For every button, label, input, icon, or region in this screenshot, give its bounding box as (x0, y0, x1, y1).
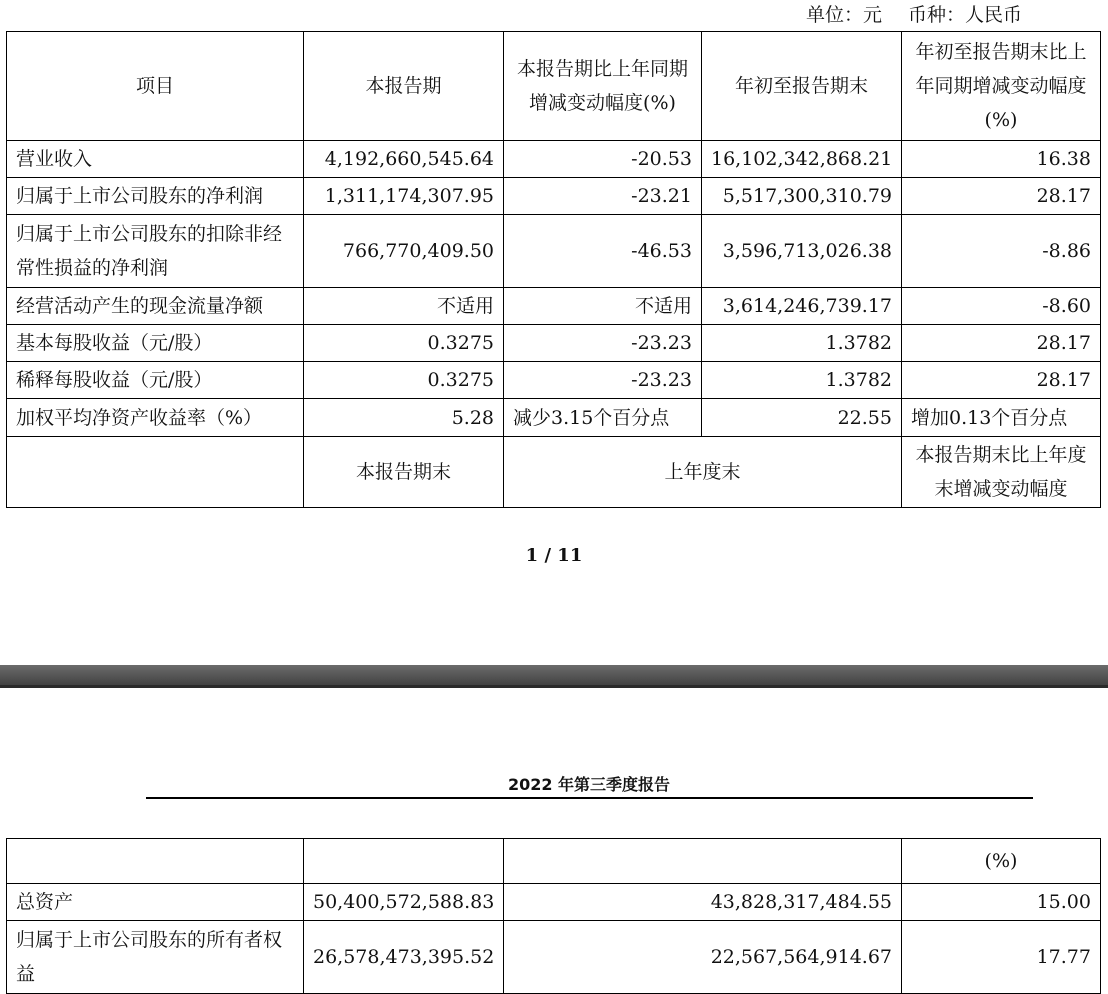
title-underline (146, 797, 1033, 799)
row-item: 稀释每股收益（元/股） (7, 362, 304, 399)
row-ytd: 1.3782 (702, 362, 902, 399)
page-separator (0, 665, 1108, 688)
row-current: 不适用 (304, 288, 504, 325)
table-header-row (7, 32, 1101, 141)
row-ytd-change: 增加0.13个百分点 (902, 399, 1101, 437)
table-row (7, 362, 1101, 399)
row-ytd-change: 28.17 (902, 178, 1101, 215)
table-row (7, 141, 1101, 178)
header-current-period: 本报告期 (304, 32, 504, 141)
empty-cell (304, 839, 504, 884)
row-change: 15.00 (902, 884, 1101, 921)
row-ytd-change: 28.17 (902, 325, 1101, 362)
row-current-change: 减少3.15个百分点 (504, 399, 702, 437)
row-current-change: -23.23 (504, 325, 702, 362)
row-item: 基本每股收益（元/股） (7, 325, 304, 362)
table-row (7, 399, 1101, 437)
table-row (7, 325, 1101, 362)
row-item: 归属于上市公司股东的所有者权益 (7, 921, 304, 994)
table-row (7, 215, 1101, 288)
table-row (7, 921, 1101, 994)
row-item: 归属于上市公司股东的扣除非经常性损益的净利润 (7, 215, 304, 288)
row-item: 加权平均净资产收益率（%） (7, 399, 304, 437)
unit-currency-line (0, 0, 1022, 30)
header-ytd-change: 年初至报告期末比上年同期增减变动幅度(%) (902, 32, 1101, 141)
table-row (7, 884, 1101, 921)
row-ytd: 3,614,246,739.17 (702, 288, 902, 325)
row-current: 766,770,409.50 (304, 215, 504, 288)
sub-header-change: 本报告期末比上年度末增减变动幅度 (902, 437, 1101, 508)
table-row (7, 178, 1101, 215)
row-current-change: 不适用 (504, 288, 702, 325)
row-ytd-change: 28.17 (902, 362, 1101, 399)
empty-cell (7, 839, 304, 884)
row-current-change: -46.53 (504, 215, 702, 288)
row-ytd: 1.3782 (702, 325, 902, 362)
row-item: 经营活动产生的现金流量净额 (7, 288, 304, 325)
row-period-end: 50,400,572,588.83 (304, 884, 504, 921)
empty-cell (7, 437, 304, 508)
balance-sheet-table (6, 838, 1101, 994)
row-ytd: 5,517,300,310.79 (702, 178, 902, 215)
row-ytd: 3,596,713,026.38 (702, 215, 902, 288)
row-ytd-change: 16.38 (902, 141, 1101, 178)
page-number: 1 / 11 (525, 545, 583, 566)
unit-label: 单位：元 (805, 4, 882, 26)
row-current: 4,192,660,545.64 (304, 141, 504, 178)
row-current-change: -23.23 (504, 362, 702, 399)
row-item: 营业收入 (7, 141, 304, 178)
continued-header-row (7, 839, 1101, 884)
balance-sub-header-row (7, 437, 1101, 508)
empty-cell (504, 839, 902, 884)
row-current-change: -20.53 (504, 141, 702, 178)
row-ytd: 22.55 (702, 399, 902, 437)
table-row (7, 288, 1101, 325)
header-item: 项目 (7, 32, 304, 141)
row-last-year-end: 22,567,564,914.67 (504, 921, 902, 994)
sub-header-period-end: 本报告期末 (304, 437, 504, 508)
sub-header-last-year-end: 上年度末 (504, 437, 902, 508)
row-ytd: 16,102,342,868.21 (702, 141, 902, 178)
row-item: 总资产 (7, 884, 304, 921)
currency-label: 币种：人民币 (907, 4, 1022, 26)
header-current-change: 本报告期比上年同期增减变动幅度(%) (504, 32, 702, 141)
row-ytd-change: -8.60 (902, 288, 1101, 325)
row-ytd-change: -8.86 (902, 215, 1101, 288)
header-change-unit: (%) (902, 839, 1101, 884)
row-change: 17.77 (902, 921, 1101, 994)
row-current: 0.3275 (304, 325, 504, 362)
row-current: 1,311,174,307.95 (304, 178, 504, 215)
row-current-change: -23.21 (504, 178, 702, 215)
report-title: 2022 年第三季度报告 (507, 775, 671, 794)
row-last-year-end: 43,828,317,484.55 (504, 884, 902, 921)
row-period-end: 26,578,473,395.52 (304, 921, 504, 994)
header-ytd: 年初至报告期末 (702, 32, 902, 141)
row-current: 0.3275 (304, 362, 504, 399)
row-item: 归属于上市公司股东的净利润 (7, 178, 304, 215)
key-financial-data-table (6, 31, 1101, 508)
row-current: 5.28 (304, 399, 504, 437)
